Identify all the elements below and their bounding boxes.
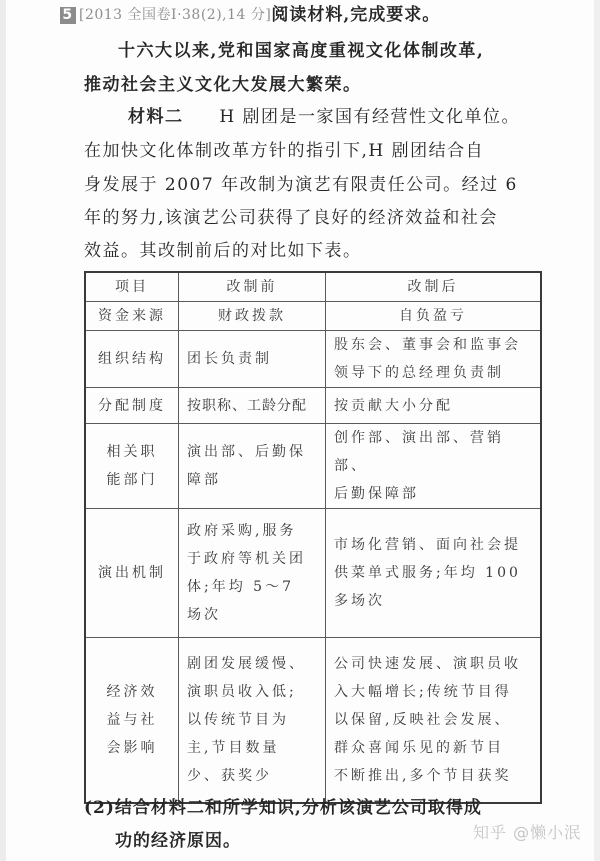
material-line-5: 效益。其改制前后的对比如下表。: [84, 241, 362, 261]
row-item: [85, 424, 179, 509]
material-line-3: 身发展于 2007 年改制为演艺有限责任公司。经过 6: [84, 175, 518, 195]
cell-line: 演职员收入低;: [187, 683, 297, 700]
cell-line: 不断推出,多个节目获奖: [334, 767, 512, 784]
row-item: 资金来源: [85, 302, 179, 331]
cell-line: 剧团发展缓慢、: [187, 655, 306, 672]
cell-line: 能部门: [106, 472, 158, 488]
zhihu-watermark: 知乎 @懒小泯: [473, 823, 582, 842]
cell-line: 后勤保障部: [334, 486, 419, 502]
table-row: [85, 388, 541, 424]
sub-question-line-2: 功的经济原因。: [115, 831, 241, 851]
table-row: [85, 638, 541, 803]
row-after: 按贡献大小分配: [326, 388, 542, 424]
cell-line: 创作部、演出部、营销部、: [334, 430, 504, 474]
material-line-1: [128, 106, 520, 128]
cell-line: 以传统节目为: [187, 711, 289, 728]
sub-question-line-1: (2)结合材料二和所学知识,分析该演艺公司取得成: [84, 798, 482, 818]
material-line-2: 在加快文化体制改革方针的指引下,H 剧团结合自: [84, 141, 485, 161]
table-row: [85, 302, 541, 331]
row-before: 按职称、工龄分配: [179, 388, 326, 424]
table-row: [85, 509, 541, 638]
cell-line: 股东会、董事会和监事会: [334, 337, 521, 353]
cell-line: 多场次: [334, 593, 385, 609]
question-header: [60, 4, 440, 26]
row-after: [326, 638, 542, 803]
cell-line: 于政府等机关团: [187, 551, 306, 567]
comparison-table: [84, 271, 542, 804]
header-after: 改制后: [326, 272, 542, 302]
row-item: 演出机制: [85, 509, 179, 638]
cell-line: 政府采购,服务: [187, 523, 297, 539]
intro-line-2: 推动社会主义文化大发展大繁荣。: [84, 75, 362, 95]
row-before: 财政拨款: [179, 302, 326, 331]
row-after: [326, 424, 542, 509]
row-after: [326, 509, 542, 638]
cell-line: 会影响: [106, 739, 158, 756]
row-before: [179, 638, 326, 803]
intro-line-1: 十六大以来,党和国家高度重视文化体制改革,: [118, 41, 485, 61]
row-item: 分配制度: [85, 388, 179, 424]
cell-line: 以保留,反映社会发展、: [334, 711, 512, 728]
cell-line: 群众喜闻乐见的新节目: [334, 739, 504, 756]
cell-line: 场次: [187, 607, 221, 623]
cell-line: 经济效: [106, 683, 158, 700]
cell-line: 市场化营销、面向社会提: [334, 537, 521, 553]
row-before: [179, 424, 326, 509]
cell-line: 相关职: [106, 444, 158, 460]
cell-line: 公司快速发展、演职员收: [334, 655, 521, 672]
header-before: 改制前: [179, 272, 326, 302]
cell-line: 演出部、后勤保: [187, 444, 306, 460]
material-line-4: 年的努力,该演艺公司获得了良好的经济效益和社会: [84, 208, 498, 228]
cell-line: 障部: [187, 472, 221, 488]
material-text-1: H 剧团是一家国有经营性文化单位。: [219, 107, 521, 127]
cell-line: 少、获奖少: [187, 767, 272, 784]
row-before: [179, 509, 326, 638]
table-row: [85, 331, 541, 388]
row-item: [85, 638, 179, 803]
row-item: 组织结构: [85, 331, 179, 388]
cell-line: 入大幅增长;传统节目得: [334, 683, 512, 700]
table-header-row: [85, 272, 541, 302]
table-row: [85, 424, 541, 509]
cell-line: 体;年均 5～7: [187, 579, 294, 595]
header-item: 项目: [85, 272, 179, 302]
row-after: [326, 331, 542, 388]
cell-line: 主,节目数量: [187, 739, 280, 756]
row-before: 团长负责制: [179, 331, 326, 388]
cell-line: 益与社: [106, 711, 158, 728]
question-number-badge: 5: [60, 7, 76, 24]
question-source: [2013 全国卷Ⅰ·38(2),14 分]: [79, 7, 272, 23]
row-after: 自负盈亏: [326, 302, 542, 331]
material-label: 材料二: [128, 107, 184, 127]
question-instruction: 阅读材料,完成要求。: [271, 5, 441, 25]
cell-line: 领导下的总经理负责制: [334, 365, 504, 381]
cell-line: 供菜单式服务;年均 100: [334, 565, 521, 581]
